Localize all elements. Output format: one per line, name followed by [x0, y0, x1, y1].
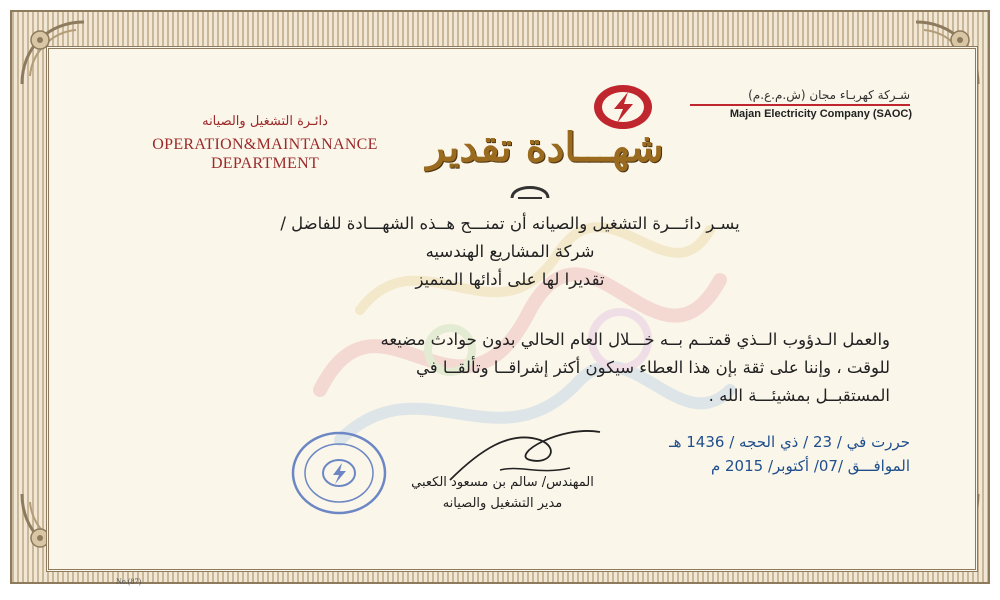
certificate-title: شهـــادة تقدير: [426, 124, 664, 171]
appreciation-paragraph: [130, 326, 900, 410]
official-stamp-icon: [290, 430, 388, 516]
paragraph-line3: المستقبــل بمشيئـــة الله .: [708, 386, 890, 405]
issue-dates: [600, 430, 910, 478]
gregorian-date: الموافـــق /07/ أكتوبر/ 2015 م: [710, 457, 910, 475]
hijri-date: حررت في / 23 / ذي الحجه / 1436 هـ: [669, 433, 910, 451]
department-name-arabic: دائـرة التشغيل والصيانه: [202, 114, 328, 129]
department-name-line2: DEPARTMENT: [210, 155, 320, 172]
recipient-name: شركة المشاريع الهندسيه: [425, 242, 595, 261]
department-name-line1: OPERATION&MAINTANANCE: [152, 136, 378, 153]
intro-line: يسـر دائـــرة التشغيل والصيانه أن تمنـــح هــذه الشهـــادة للفاضل /: [280, 214, 740, 233]
document-number: No.(87): [116, 577, 142, 586]
appreciation-line: تقديرا لها على أدائها المتميز: [415, 270, 605, 289]
paragraph-line1: والعمل الـدؤوب الــذي قمتــم بــه خـــلال العام الحالي بدون حوادث مضيعه: [380, 330, 890, 349]
recipient-block: [130, 210, 890, 294]
signer-position: مدير التشغيل والصيانه: [442, 496, 563, 511]
company-name-english: Majan Electricity Company (SAOC): [729, 108, 912, 120]
title-ornament-icon: [508, 178, 552, 202]
signer-name: المهندس/ سالم بن مسعود الكعبي: [411, 475, 594, 490]
paragraph-line2: للوقت ، وإننا على ثقة بإن هذا العطاء سيكون أكثر إشراقــا وتألقــا في: [416, 358, 890, 377]
company-name-arabic: شـركة كهربـاء مجان (ش.م.ع.م): [690, 88, 910, 106]
department-name-english: [130, 135, 400, 173]
signer-block: [380, 472, 625, 514]
